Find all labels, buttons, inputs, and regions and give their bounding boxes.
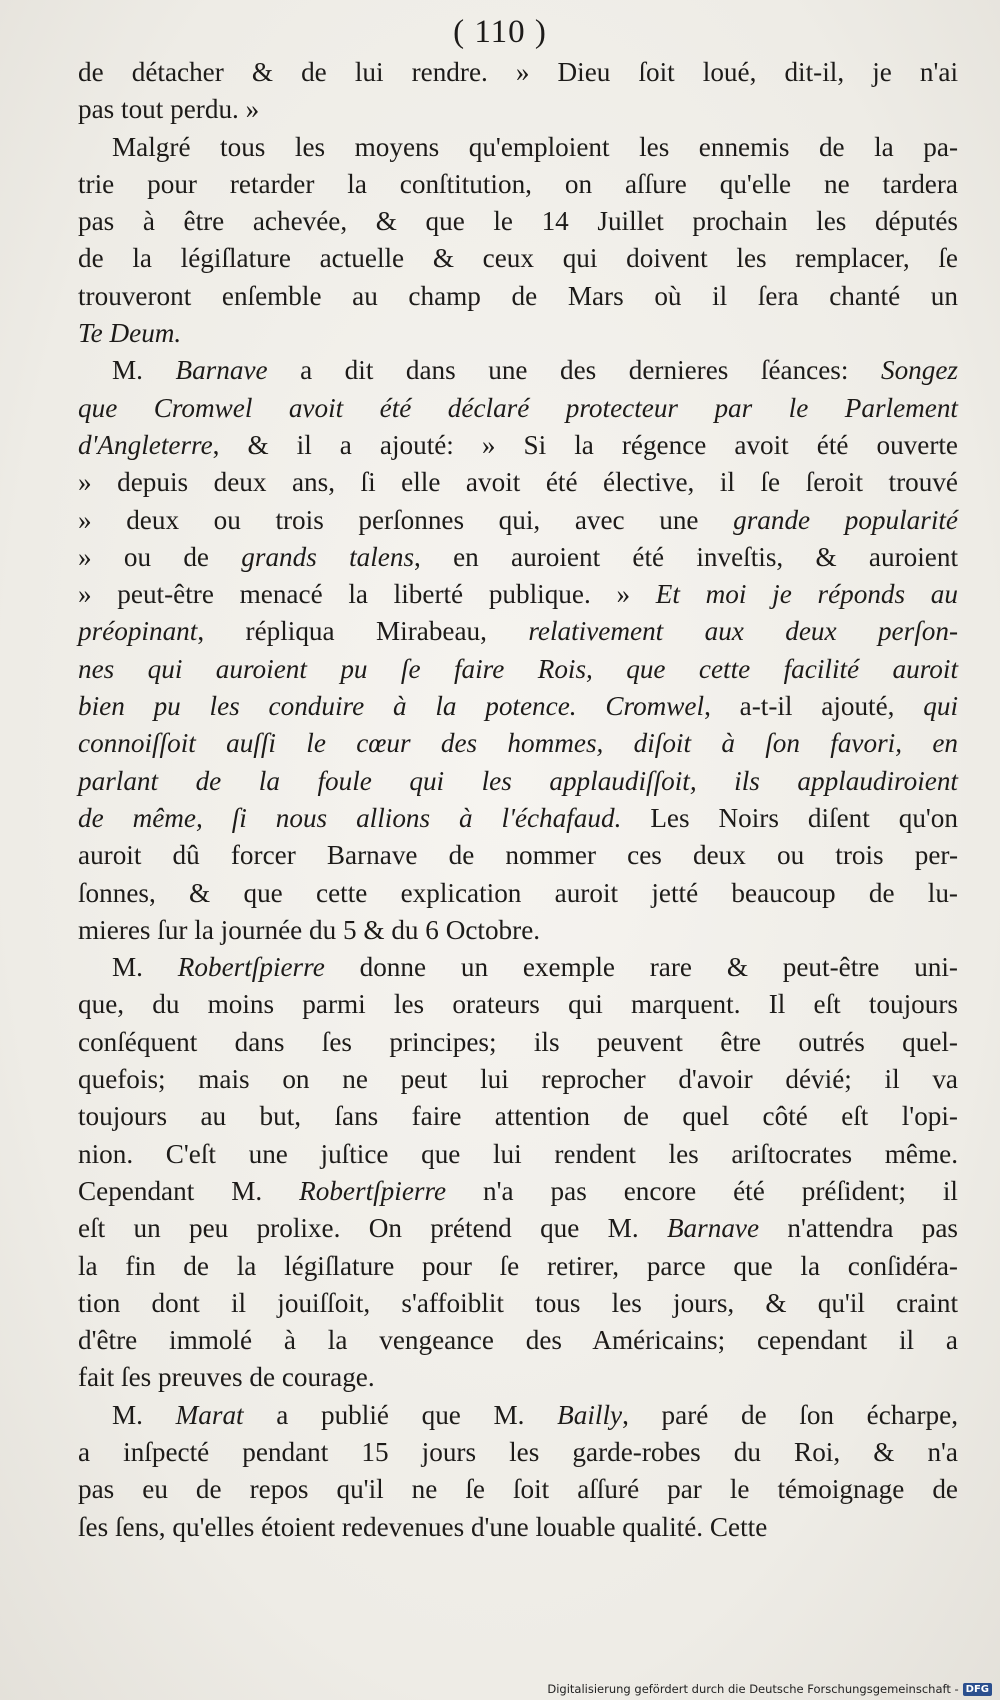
text-line	[78, 725, 958, 762]
italic-text: Te Deum.	[78, 318, 182, 349]
text-run: M.	[112, 355, 176, 386]
text-line	[78, 1248, 958, 1285]
text-run: n'a pas encore été préſident; il	[446, 1175, 958, 1206]
text-run: , & il a ajouté: » Si la régence avoit été ouverte	[212, 429, 958, 460]
text-line	[78, 986, 958, 1023]
italic-text: d'Angleterre	[78, 429, 213, 460]
text-line	[78, 352, 958, 389]
text-run: toujours au but, ſans faire attention de quel côté eſt l'opi-	[78, 1101, 958, 1132]
italic-text: Robertſpierre	[299, 1175, 447, 1206]
text-run: Malgré tous les moyens qu'emploient les ennemis de la pa-	[112, 131, 958, 162]
text-run: tion dont il jouiſſoit, s'affoiblit tous les jours, & qu'il craint	[78, 1287, 958, 1318]
text-run: » deux ou trois perſonnes qui, avec une	[78, 504, 734, 535]
text-run: quefois; mais on ne peut lui reprocher d'avoir dévié; il va	[78, 1064, 958, 1095]
text-line	[78, 1434, 958, 1471]
text-line	[78, 539, 958, 576]
text-line	[78, 427, 958, 464]
italic-text: grands talens	[241, 541, 415, 572]
text-line	[78, 166, 958, 203]
italic-text: Barnave	[175, 355, 268, 386]
text-line	[78, 576, 958, 613]
text-run: ſes ſens, qu'elles étoient redevenues d'une louable qualité. Cette	[78, 1511, 768, 1542]
text-line	[78, 688, 958, 725]
italic-text: qui	[923, 691, 959, 722]
text-line	[78, 837, 958, 874]
text-run: mieres ſur la journée du 5 & du 6 Octobre.	[78, 914, 541, 945]
text-line	[78, 1173, 958, 1210]
text-run: fait ſes preuves de courage.	[78, 1362, 375, 1393]
text-line	[78, 912, 958, 949]
text-run: , a-t-il ajouté,	[704, 691, 924, 722]
text-run: pas tout perdu. »	[78, 94, 260, 125]
credit-text: Digitalisierung gefördert durch die Deutsche Forschungsgemeinschaft -	[547, 1682, 959, 1696]
text-line	[78, 1359, 958, 1396]
italic-text: connoiſſoit auſſi le cœur des hommes, diſoit à ſon favori, en	[78, 728, 958, 759]
text-line	[78, 1397, 958, 1434]
text-run: que, du moins parmi les orateurs qui marquent. Il eſt toujours	[78, 989, 958, 1020]
text-line	[78, 1509, 958, 1546]
text-run: » peut-être menacé la liberté publique. »	[78, 579, 656, 610]
text-line	[78, 502, 958, 539]
text-line	[78, 278, 958, 315]
text-line	[78, 613, 958, 650]
text-run: pas à être achevée, & que le 14 Juillet prochain les députés	[78, 206, 958, 237]
italic-text: de même, ſi nous allions à l'échafaud.	[78, 802, 622, 833]
text-run: la fin de la légiſlature pour ſe retirer, parce que la conſidéra-	[78, 1250, 958, 1281]
text-line	[78, 1061, 958, 1098]
text-line	[78, 54, 958, 91]
text-run: , répliqua Mirabeau,	[197, 616, 529, 647]
text-run: , paré de ſon écharpe,	[622, 1399, 958, 1430]
text-line	[78, 1024, 958, 1061]
text-run: a inſpecté pendant 15 jours les garde-robes du Roi, & n'a	[78, 1436, 958, 1467]
text-line	[78, 875, 958, 912]
text-run: ſonnes, & que cette explication auroit jetté beaucoup de lu-	[78, 877, 958, 908]
text-run: conſéquent dans ſes principes; ils peuvent être outrés quel-	[78, 1026, 958, 1057]
italic-text: Robertſpierre	[177, 952, 325, 983]
italic-text: grande popularité	[733, 504, 958, 535]
text-run: de la légiſlature actuelle & ceux qui doivent les remplacer, ſe	[78, 243, 958, 274]
text-run: de détacher & de lui rendre. » Dieu ſoit loué, dit-il, je n'ai	[78, 57, 958, 87]
digitization-credit	[547, 1682, 992, 1696]
page-number: ( 110 )	[453, 14, 547, 50]
text-line	[78, 1322, 958, 1359]
text-line	[78, 315, 958, 352]
text-run: eſt un peu prolixe. On prétend que M.	[78, 1213, 667, 1244]
text-run: auroit dû forcer Barnave de nommer ces deux ou trois per-	[78, 840, 958, 871]
text-run: M.	[112, 1399, 176, 1430]
italic-text: relativement aux deux perſon-	[528, 616, 958, 647]
text-run: d'être immolé à la vengeance des Américains; cependant il a	[78, 1325, 958, 1356]
text-line	[78, 651, 958, 688]
text-line	[78, 1210, 958, 1247]
dfg-logo: DFG	[963, 1683, 992, 1696]
text-line	[78, 763, 958, 800]
text-run: a publié que M.	[243, 1399, 558, 1430]
italic-text: bien pu les conduire à la potence. Cromwel	[78, 691, 705, 722]
text-line	[78, 129, 958, 166]
text-run: » depuis deux ans, ſi elle avoit été élective, il ſe ſeroit trouvé	[78, 467, 958, 498]
text-line	[78, 464, 958, 501]
text-run: , en auroient été inveſtis, & auroient	[414, 541, 958, 572]
text-run: n'attendra pas	[759, 1213, 958, 1244]
text-line	[78, 1471, 958, 1508]
text-line	[78, 240, 958, 277]
italic-text: Et moi je réponds au	[655, 579, 958, 610]
text-line	[78, 203, 958, 240]
text-run: Cependant M.	[78, 1175, 300, 1206]
text-line	[78, 1285, 958, 1322]
italic-text: Marat	[175, 1399, 244, 1430]
text-run: donne un exemple rare & peut-être uni-	[324, 952, 958, 983]
text-run: M.	[112, 952, 178, 983]
text-run: trie pour retarder la conſtitution, on aſſure qu'elle ne tardera	[78, 168, 958, 199]
italic-text: Barnave	[666, 1213, 760, 1244]
text-line	[78, 1136, 958, 1173]
text-run: Les Noirs diſent qu'on	[621, 802, 958, 833]
text-line	[78, 390, 958, 427]
italic-text: Bailly	[557, 1399, 623, 1430]
text-run: nion. C'eſt une juſtice que lui rendent les ariſtocrates même.	[78, 1138, 958, 1169]
text-line	[78, 949, 958, 986]
text-run: » ou de	[78, 541, 242, 572]
text-run: a dit dans une des dernieres ſéances:	[267, 355, 881, 386]
italic-text: parlant de la foule qui les applaudiſſoit, ils applaudiroient	[78, 765, 958, 796]
text-line	[78, 1098, 958, 1135]
body-text	[78, 54, 958, 1546]
text-line	[78, 800, 958, 837]
text-run: trouveront enſemble au champ de Mars où il ſera chanté un	[78, 280, 958, 311]
italic-text: préopinant	[78, 616, 198, 647]
text-run: pas eu de repos qu'il ne ſe ſoit aſſuré par le témoignage de	[78, 1474, 958, 1505]
italic-text: nes qui auroient pu ſe faire Rois, que cette facilité auroit	[78, 653, 958, 684]
italic-text: Songez	[880, 355, 958, 386]
italic-text: que Cromwel avoit été déclaré protecteur par le Parlement	[78, 392, 958, 423]
text-line	[78, 91, 958, 128]
